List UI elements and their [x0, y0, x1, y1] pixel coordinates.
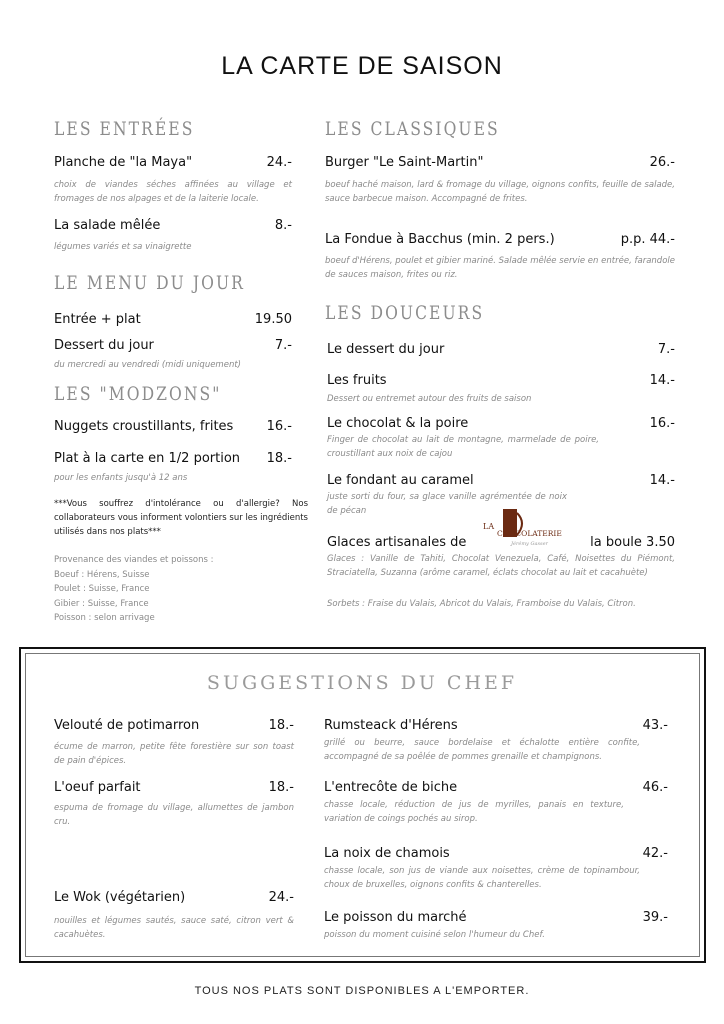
item-price: 14.-	[649, 373, 675, 388]
chocolaterie-logo-icon	[481, 509, 577, 549]
menu-item	[324, 718, 668, 733]
item-price: 24.-	[266, 155, 292, 170]
item-name: Velouté de potimarron	[54, 718, 200, 733]
item-description: Finger de chocolat au lait de montagne, marmelade de poire, croustillant aux noix de cajou	[327, 435, 599, 459]
menu-item	[327, 473, 675, 488]
menu-item	[325, 232, 675, 247]
menu-item	[324, 910, 668, 925]
item-price: 43.-	[642, 718, 668, 733]
item-description: pour les enfants jusqu'à 12 ans	[54, 473, 188, 483]
item-name: Le chocolat & la poire	[327, 416, 469, 431]
item-description: boeuf haché maison, lard & fromage du village, oignons confits, feuille de salade, sauce barbecue maison. Accompagné de frites.	[325, 180, 675, 204]
chocolaterie-logo	[481, 509, 577, 549]
menu-item	[54, 312, 292, 327]
item-name: Dessert du jour	[54, 338, 154, 353]
logo-text-chocolaterie: CHOCOLATERIE	[497, 529, 562, 538]
menu-item	[54, 890, 294, 905]
glaces-description: Glaces : Vanille de Tahiti, Chocolat Venezuela, Café, Noisettes du Piémont, Straciatella, Suzanna (arôme caramel, éclats chocolat au lait et cacahuète)	[327, 554, 675, 578]
menu-item	[327, 416, 675, 431]
item-name: Le Wok (végétarien)	[54, 890, 186, 905]
item-price: 7.-	[657, 342, 675, 357]
item-name: La salade mêlée	[54, 218, 161, 233]
item-price: 7.-	[274, 338, 292, 353]
page-title: LA CARTE DE SAISON	[221, 52, 503, 80]
provenance-line: Gibier : Suisse, France	[54, 598, 149, 609]
item-description: choix de viandes séches affinées au village et fromages de nos alpages et de la laiterie locale.	[54, 180, 292, 204]
item-price: 8.-	[274, 218, 292, 233]
item-price: 18.-	[268, 718, 294, 733]
item-price: 42.-	[642, 846, 668, 861]
menu-item	[324, 780, 668, 795]
provenance-line: Boeuf : Hérens, Suisse	[54, 569, 150, 580]
menu-item	[327, 342, 675, 357]
item-name: Les fruits	[327, 373, 387, 388]
item-price: 16.-	[649, 416, 675, 431]
menu-item	[54, 155, 292, 170]
item-name: Plat à la carte en 1/2 portion	[54, 451, 241, 466]
provenance-list	[54, 553, 294, 626]
item-name: Glaces artisanales de	[327, 535, 467, 550]
menu-item	[54, 338, 292, 353]
item-price: 19.50	[254, 312, 292, 327]
logo-text-signature: Jérémy Gasser	[511, 541, 548, 547]
provenance-line: Poisson : selon arrivage	[54, 613, 155, 623]
item-price: 46.-	[642, 780, 668, 795]
item-name: La Fondue à Bacchus (min. 2 pers.)	[325, 232, 555, 247]
sorbets-description: Sorbets : Fraise du Valais, Abricot du Valais, Framboise du Valais, Citron.	[327, 599, 636, 609]
item-description: espuma de fromage du village, allumettes de jambon cru.	[54, 803, 294, 827]
provenance-line: Poulet : Suisse, France	[54, 584, 150, 594]
item-description: chasse locale, réduction de jus de myrilles, panais en texture, variation de coings pochés au sirop.	[324, 800, 624, 824]
provenance-line: Provenance des viandes et poissons :	[54, 555, 214, 565]
item-description: nouilles et légumes sautés, sauce saté, citron vert & cacahuètes.	[54, 916, 294, 940]
item-price: p.p. 44.-	[620, 232, 675, 247]
item-description: du mercredi au vendredi (midi uniquement)	[54, 360, 241, 370]
item-name: Entrée + plat	[54, 312, 141, 327]
item-price: 18.-	[268, 780, 294, 795]
menu-item	[325, 155, 675, 170]
item-price: 39.-	[642, 910, 668, 925]
item-description: Dessert ou entremet autour des fruits de saison	[327, 394, 532, 404]
section-heading-modzons: LES "MODZONS"	[54, 383, 222, 405]
item-description: boeuf d'Hérens, poulet et gibier mariné. Salade mêlée servie en entrée, farandole de sauces maison, frites ou riz.	[325, 256, 675, 280]
item-name: Le dessert du jour	[327, 342, 445, 357]
item-name: L'oeuf parfait	[54, 780, 141, 795]
menu-item	[324, 846, 668, 861]
takeaway-notice: TOUS NOS PLATS SONT DISPONIBLES A L'EMPORTER.	[194, 985, 530, 997]
item-price: 24.-	[268, 890, 294, 905]
menu-item	[54, 780, 294, 795]
logo-text-la: LA	[483, 522, 495, 531]
item-description: légumes variés et sa vinaigrette	[54, 242, 192, 252]
item-name: Burger "Le Saint-Martin"	[325, 155, 484, 170]
suggestions-heading: SUGGESTIONS DU CHEF	[206, 672, 518, 694]
item-description: poisson du moment cuisiné selon l'humeur du Chef.	[324, 930, 545, 940]
item-name: Rumsteack d'Hérens	[324, 718, 458, 733]
item-description: écume de marron, petite fête forestière sur son toast de pain d'épices.	[54, 742, 294, 766]
menu-item	[54, 451, 292, 466]
item-name: Planche de "la Maya"	[54, 155, 193, 170]
menu-item	[327, 373, 675, 388]
allergy-notice: ***Vous souffrez d'intolérance ou d'allergie? Nos collaborateurs vous informent volontiers sur les ingrédients utilisés dans nos plats***	[54, 499, 308, 537]
item-name: La noix de chamois	[324, 846, 450, 861]
menu-item	[54, 419, 292, 434]
section-heading-douceurs: LES DOUCEURS	[325, 302, 485, 324]
item-name: Nuggets croustillants, frites	[54, 419, 234, 434]
section-heading-menu-jour: LE MENU DU JOUR	[54, 272, 245, 294]
item-description: grillé ou beurre, sauce bordelaise et échalotte entière confite, accompagné de sa poêlée de pommes grenaille et champignons.	[324, 738, 640, 762]
item-price: 26.-	[649, 155, 675, 170]
section-heading-entrees: LES ENTRÉES	[54, 118, 195, 140]
menu-item	[54, 218, 292, 233]
item-name: L'entrecôte de biche	[324, 780, 458, 795]
section-heading-classiques: LES CLASSIQUES	[325, 118, 500, 140]
item-price: 16.-	[266, 419, 292, 434]
item-price: 14.-	[649, 473, 675, 488]
item-price: la boule 3.50	[590, 535, 675, 550]
item-name: Le poisson du marché	[324, 910, 467, 925]
menu-item	[54, 718, 294, 733]
item-description: juste sorti du four, sa glace vanille agrémentée de noix de pécan	[327, 492, 567, 516]
item-price: 18.-	[266, 451, 292, 466]
item-description: chasse locale, son jus de viande aux noisettes, crème de topinambour, choux de bruxelles, oignons confits & chanterelles.	[324, 866, 640, 890]
item-name: Le fondant au caramel	[327, 473, 474, 488]
